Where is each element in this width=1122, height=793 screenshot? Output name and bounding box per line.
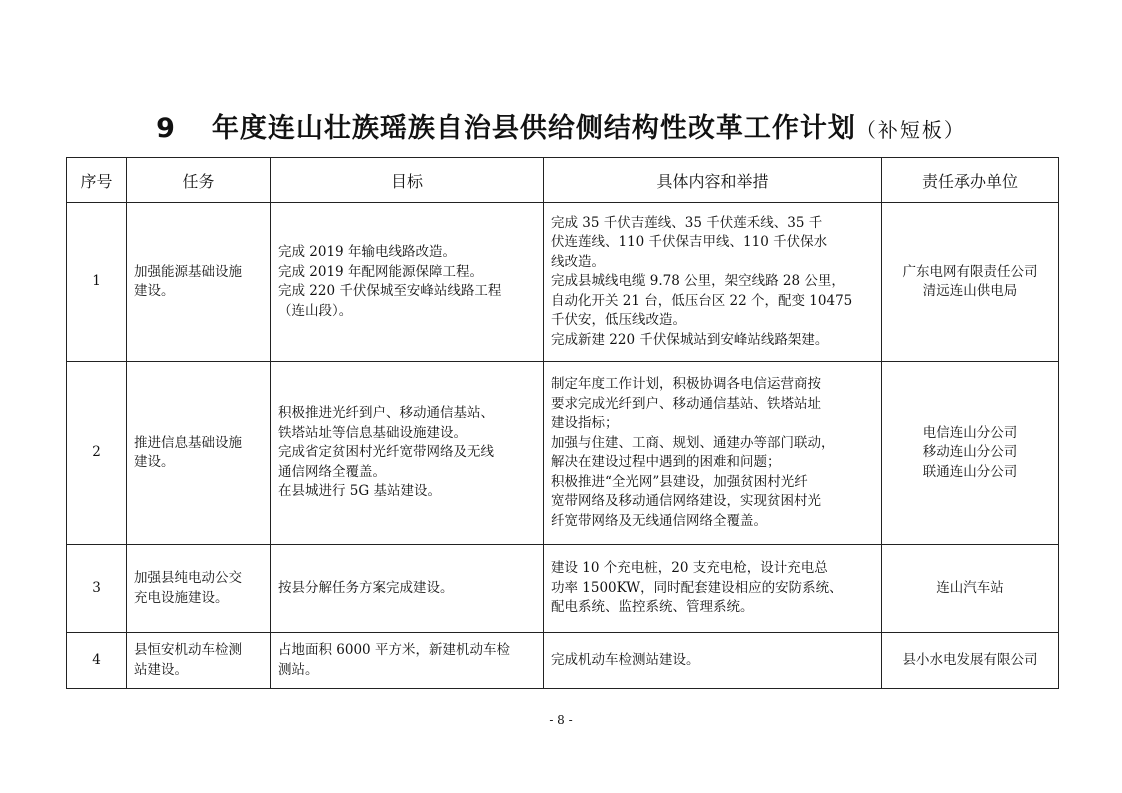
page-title [0,106,1122,145]
row-task-line: 推进信息基础设施 [134,434,242,451]
row-goal [271,545,544,633]
row-goal [271,203,544,362]
row-content-line: 建设指标； [551,415,619,431]
row-task-line: 充电设施建设。 [134,589,229,606]
title-main: 年度连山壮族瑶族自治县供给侧结构性改革工作计划 [211,113,856,144]
table-row [67,545,1059,633]
title-year-number: 9 [156,113,176,144]
row-goal-line: 积极推进光纤到户、移动通信基站、 [278,405,494,422]
row-task-line: 加强县纯电动公交 [134,570,242,586]
row-goal-line: 完成 2019 年输电线路改造。 [278,244,456,260]
table-header-row [67,158,1059,203]
row-content-line: 解决在建设过程中遇到的困难和问题； [551,454,781,470]
row-content [544,362,882,545]
row-unit-line: 移动连山分公司 [922,444,1018,461]
row-content-line: 加强与住建、工商、规划、通建办等部门联动， [551,434,835,451]
header-unit: 责任承办单位 [882,158,1059,203]
row-content-line: 自动化开关 21 台，低压台区 22 个，配变 10475 [551,292,853,309]
row-content-line: 线改造。 [551,253,605,270]
row-goal-line: 铁塔站址等信息基础设施建设。 [278,424,467,441]
row-unit-line: 广东电网有限责任公司 [902,263,1038,280]
row-task [127,545,271,633]
title-subtitle: （补短板） [855,118,966,142]
row-task-line: 县恒安机动车检测 [134,642,242,658]
row-task-line: 建设。 [134,283,175,299]
row-unit [882,203,1059,362]
row-goal [271,362,544,545]
row-content-line: 完成县城线电缆 9.78 公里，架空线路 28 公里， [551,273,845,290]
row-unit-line: 电信连山分公司 [922,424,1018,441]
row-task [127,633,271,689]
row-content [544,203,882,362]
row-goal-line: 完成 2019 年配网能源保障工程。 [278,263,483,280]
row-content-line: 伏连莲线、110 千伏保吉甲线、110 千伏保水 [551,234,828,251]
page-number: - 8 - [549,713,573,727]
row-content-line: 建设 10 个充电桩，20 支充电枪，设计充电总 [551,560,828,577]
table-row [67,362,1059,545]
row-content-line: 积极推进“全光网”县建设，加强贫困村光纤 [551,473,808,490]
row-content-line: 纤宽带网络及无线通信网络全覆盖。 [551,512,767,529]
row-content-line: 功率 1500KW，同时配套建设相应的安防系统、 [551,579,843,596]
row-content-line: 完成新建 220 千伏保城站到安峰站线路架建。 [551,331,829,348]
header-task: 任务 [127,158,271,203]
row-goal-line: 完成 220 千伏保城至安峰站线路工程 [278,283,502,299]
row-goal-line: 在县城进行 5G 基站建设。 [278,483,441,500]
row-content-line: 配电系统、监控系统、管理系统。 [551,599,754,616]
table-row [67,203,1059,362]
row-goal-line: 通信网络全覆盖。 [278,463,386,480]
row-unit-line: 县小水电发展有限公司 [902,651,1038,668]
row-unit-line: 连山汽车站 [936,579,1004,596]
header-goal: 目标 [271,158,544,203]
row-task [127,362,271,545]
row-content-line: 完成 35 千伏吉莲线、35 千伏莲禾线、35 千 [551,214,823,231]
row-goal-line: （连山段）。 [278,302,353,319]
header-no: 序号 [67,158,127,203]
row-content-line: 千伏安，低压线改造。 [551,312,686,329]
row-task-line: 建设。 [134,454,175,470]
row-goal-line: 按县分解任务方案完成建设。 [278,579,454,596]
table-row [67,633,1059,689]
row-goal-line: 占地面积 6000 平方米，新建机动车检 [278,642,510,658]
header-content: 具体内容和举措 [544,158,882,203]
work-plan-table [66,157,1059,689]
row-goal-line: 测站。 [278,661,319,678]
row-content-line: 完成机动车检测站建设。 [551,651,700,668]
row-number: 1 [67,203,127,362]
row-number: 2 [67,362,127,545]
row-unit [882,545,1059,633]
row-content-line: 制定年度工作计划，积极协调各电信运营商按 [551,376,821,392]
row-content [544,633,882,689]
row-task-line: 站建设。 [134,661,188,678]
row-content-line: 宽带网络及移动通信网络建设，实现贫困村光 [551,493,821,509]
row-content [544,545,882,633]
row-task-line: 加强能源基础设施 [134,263,242,280]
row-number: 3 [67,545,127,633]
row-goal-line: 完成省定贫困村光纤宽带网络及无线 [278,444,494,461]
row-unit [882,633,1059,689]
row-unit-line: 清远连山供电局 [922,283,1018,299]
row-goal [271,633,544,689]
row-content-line: 要求完成光纤到户、移动通信基站、铁塔站址 [551,395,821,412]
row-number: 4 [67,633,127,689]
row-unit [882,362,1059,545]
row-unit-line: 联通连山分公司 [922,463,1018,480]
row-task [127,203,271,362]
